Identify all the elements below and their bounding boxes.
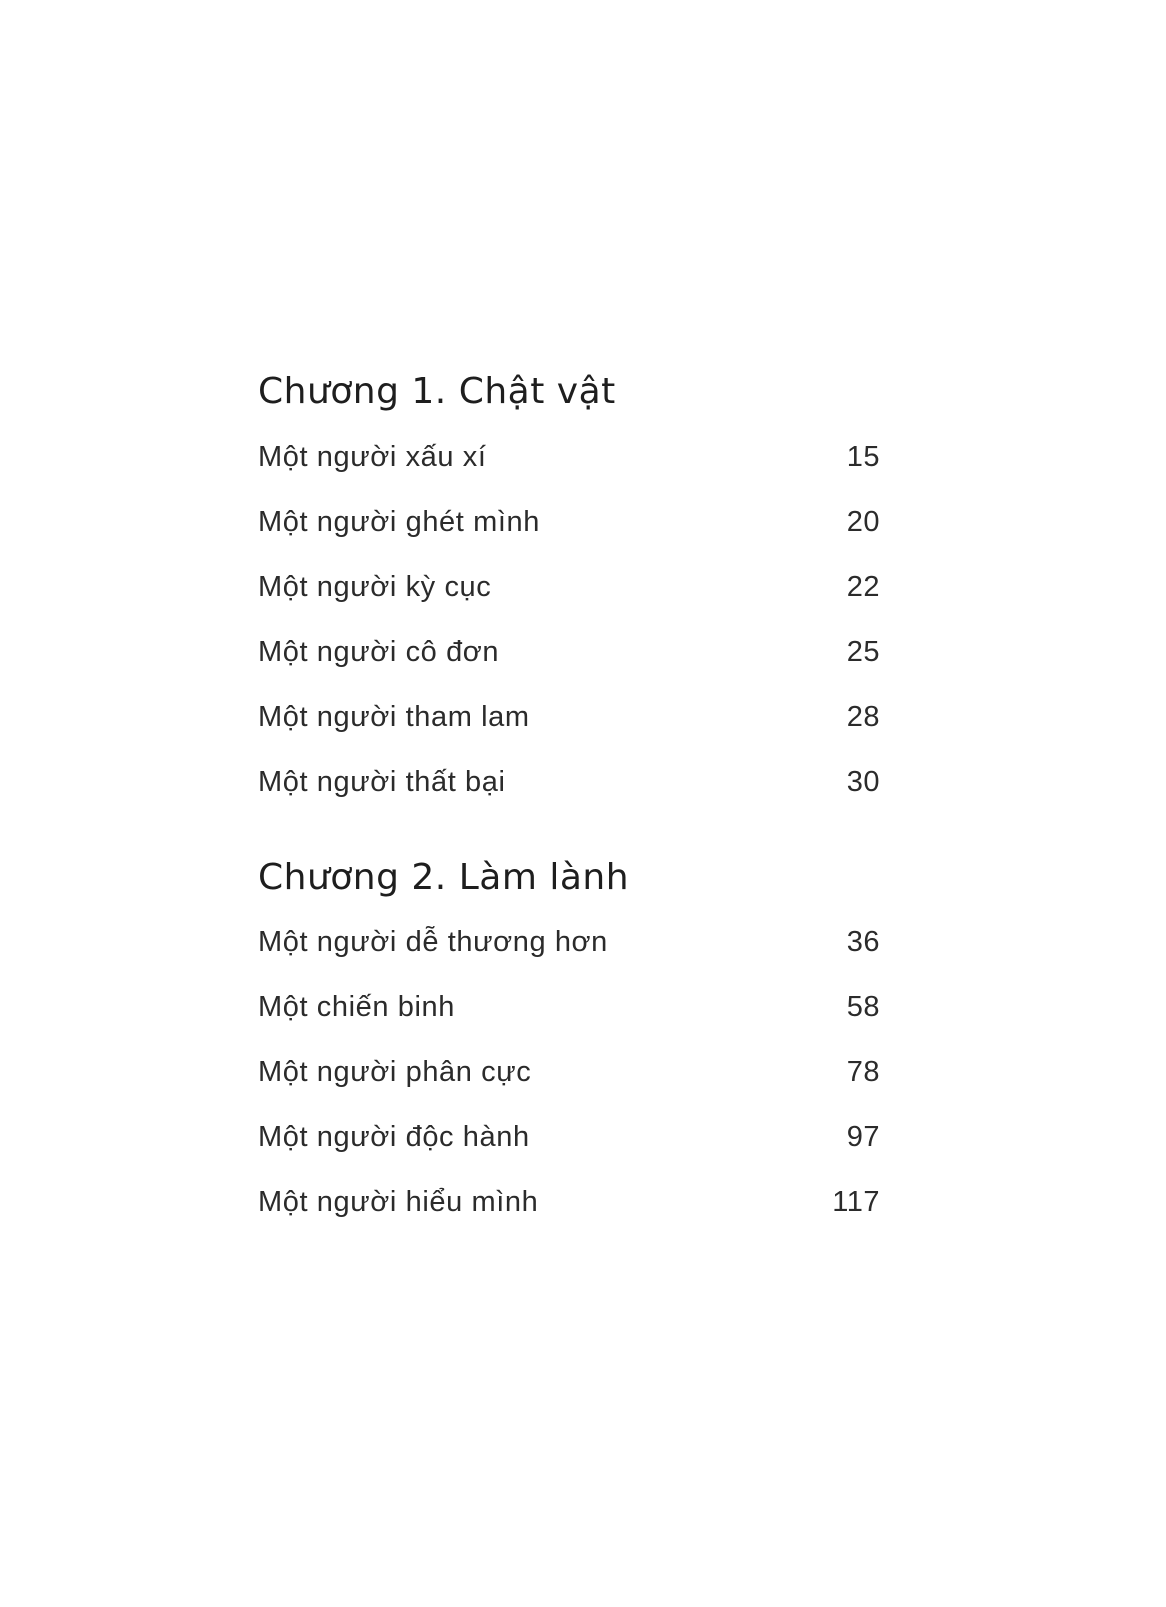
toc-entry bbox=[258, 685, 880, 750]
entry-page-number: 117 bbox=[832, 1186, 880, 1218]
entry-title: Một người kỳ cục bbox=[258, 571, 492, 603]
toc-entry bbox=[258, 620, 880, 685]
entry-title: Một chiến binh bbox=[258, 991, 456, 1023]
entry-page-number: 25 bbox=[846, 636, 880, 668]
entry-title: Một người cô đơn bbox=[258, 636, 500, 668]
entry-page-number: 30 bbox=[846, 766, 880, 798]
entry-page-number: 58 bbox=[846, 991, 880, 1023]
toc-entry bbox=[258, 1105, 880, 1170]
entry-title: Một người xấu xí bbox=[258, 441, 487, 473]
toc-entry bbox=[258, 750, 880, 815]
chapter-1-heading: Chương 1. Chật vật bbox=[258, 371, 616, 412]
chapter-1-entries bbox=[258, 425, 880, 815]
toc-entry bbox=[258, 975, 880, 1040]
chapter-2-heading: Chương 2. Làm lành bbox=[258, 857, 630, 898]
entry-title: Một người ghét mình bbox=[258, 506, 540, 538]
chapter-2-entries bbox=[258, 910, 880, 1235]
entry-page-number: 97 bbox=[846, 1121, 880, 1153]
entry-page-number: 20 bbox=[846, 506, 880, 538]
toc-entry bbox=[258, 1040, 880, 1105]
entry-page-number: 36 bbox=[846, 926, 880, 958]
entry-title: Một người hiểu mình bbox=[258, 1186, 539, 1218]
entry-title: Một người độc hành bbox=[258, 1121, 530, 1153]
entry-title: Một người phân cực bbox=[258, 1056, 532, 1088]
toc-entry bbox=[258, 1170, 880, 1235]
entry-page-number: 22 bbox=[846, 571, 880, 603]
entry-title: Một người dễ thương hơn bbox=[258, 926, 608, 958]
table-of-contents bbox=[258, 0, 880, 1235]
entry-page-number: 15 bbox=[846, 441, 880, 473]
entry-page-number: 78 bbox=[846, 1056, 880, 1088]
toc-entry bbox=[258, 555, 880, 620]
entry-title: Một người thất bại bbox=[258, 766, 506, 798]
entry-page-number: 28 bbox=[846, 701, 880, 733]
toc-entry bbox=[258, 490, 880, 555]
entry-title: Một người tham lam bbox=[258, 701, 530, 733]
toc-entry bbox=[258, 425, 880, 490]
toc-entry bbox=[258, 910, 880, 975]
